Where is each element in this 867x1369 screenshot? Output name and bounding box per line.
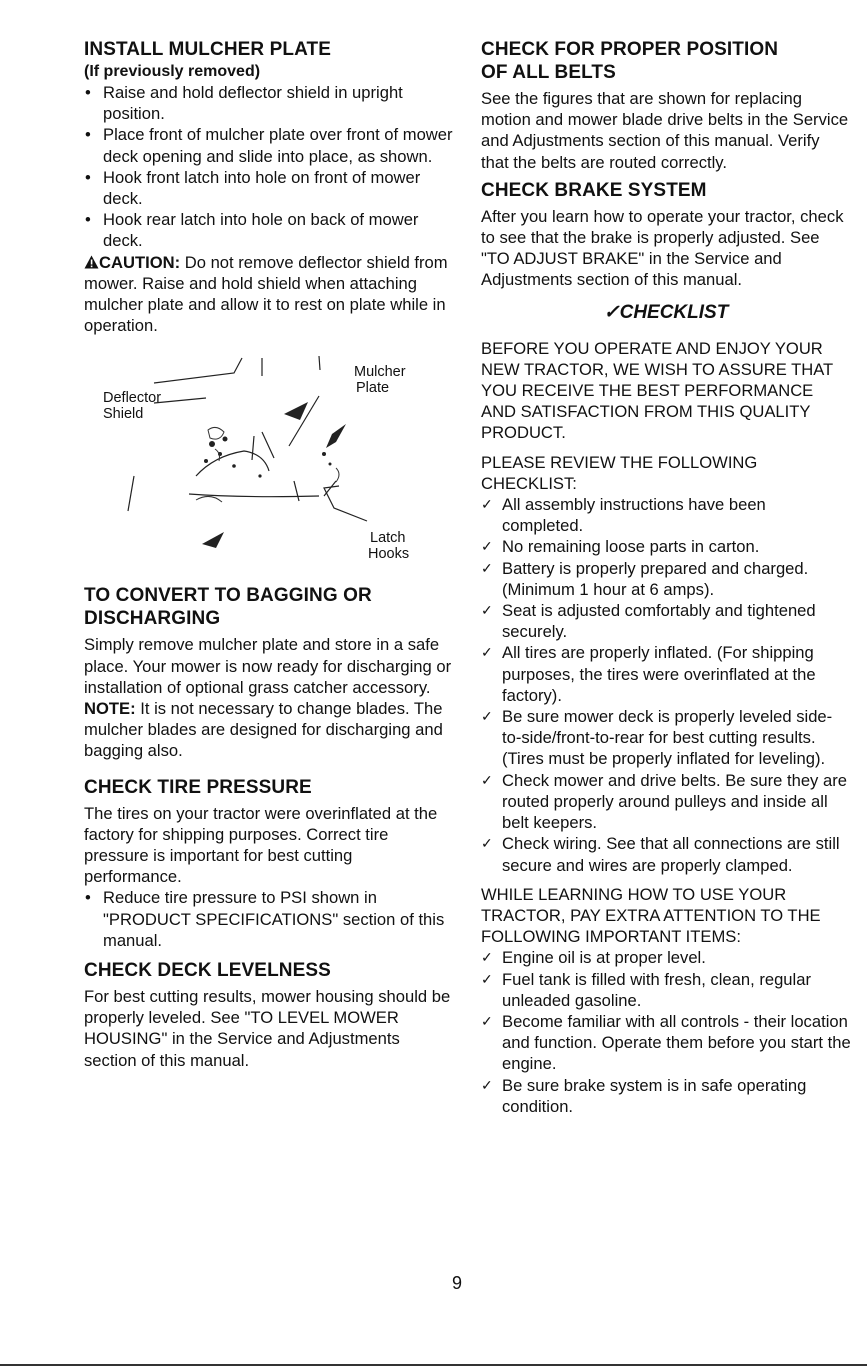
caution-text: Do not remove deflector shield from mower. Raise and hold shield when attaching mulcher plate and allow it to rest on plate while in operation.: [84, 252, 448, 336]
caution-paragraph: [84, 252, 454, 337]
review-checklist: [481, 494, 851, 876]
list-item: • Hook rear latch into hole on back of mower deck.: [84, 209, 454, 251]
latch-label-line2: Hooks: [368, 546, 410, 563]
mulcher-plate-figure: [84, 336, 454, 563]
latch-label-line1: Latch: [370, 530, 406, 547]
list-item: • Hook front latch into hole on front of mower deck.: [84, 167, 454, 209]
list-item: ✓ No remaining loose parts in carton.: [481, 536, 851, 557]
left-column: [84, 38, 454, 1071]
list-item: ✓ Battery is properly prepared and charged. (Minimum 1 hour at 6 amps).: [481, 558, 851, 600]
mulcher-label-line1: Mulcher: [354, 364, 406, 381]
note-paragraph: [84, 698, 454, 762]
tire-bullet-list: [84, 887, 454, 951]
deflector-label-line1: Deflector: [103, 390, 162, 407]
review-heading: PLEASE REVIEW THE FOLLOWING CHECKLIST:: [481, 452, 758, 493]
list-item: ✓ Check mower and drive belts. Be sure they are routed properly around pulleys and inside all belt keepers.: [481, 770, 851, 834]
belts-heading-line2: OF ALL BELTS: [481, 62, 616, 83]
list-item: ✓ Seat is adjusted comfortably and tightened securely.: [481, 600, 851, 642]
convert-heading-line1: TO CONVERT TO BAGGING OR: [84, 585, 372, 607]
belts-text: See the figures that are shown for replacing motion and mower blade drive belts in the Service and Adjustments section of this manual. Verify that the belts are routed correctly.: [481, 89, 849, 172]
convert-text: Simply remove mulcher plate and store in a safe place. Your mower is now ready for discharging or installation of optional grass catcher accessory.: [84, 635, 452, 697]
learning-heading: WHILE LEARNING HOW TO USE YOUR TRACTOR, PAY EXTRA ATTENTION TO THE FOLLOWING IMPORTANT ITEMS:: [481, 884, 821, 947]
belts-heading-line1: CHECK FOR PROPER POSITION: [481, 39, 779, 60]
list-item: ✓ All tires are properly inflated. (For shipping purposes, the tires were overinflated at the factory).: [481, 642, 851, 706]
list-item: ✓ All assembly instructions have been completed.: [481, 494, 851, 536]
deck-levelness-heading: CHECK DECK LEVELNESS: [84, 960, 331, 982]
list-item: ✓ Be sure mower deck is properly leveled side-to-side/front-to-rear for best cutting results. (Tires must be properly inflated for leveling).: [481, 706, 851, 770]
tire-pressure-text: The tires on your tractor were overinflated at the factory for shipping purposes. Correct tire pressure is important for best cutting performance.: [84, 803, 438, 887]
page-bottom-rule: [0, 1364, 867, 1366]
list-item: ✓ Check wiring. See that all connections are still secure and wires are properly clamped.: [481, 833, 851, 875]
caution-label: CAUTION:: [99, 252, 181, 272]
install-bullet-list: [84, 82, 454, 252]
note-text: It is not necessary to change blades. The mulcher blades are designed for discharging and bagging also.: [84, 699, 443, 761]
checkmark-icon: ✓: [603, 301, 620, 323]
page-number: 9: [452, 1273, 463, 1293]
convert-heading-line2: DISCHARGING: [84, 608, 221, 630]
install-mulcher-heading: INSTALL MULCHER PLATE: [84, 39, 331, 60]
list-item: ✓ Become familiar with all controls - their location and function. Operate them before you start the engine.: [481, 1011, 851, 1075]
list-item: ✓ Be sure brake system is in safe operating condition.: [481, 1075, 851, 1117]
learning-checklist: [481, 947, 851, 1117]
list-item: ✓ Fuel tank is filled with fresh, clean, regular unleaded gasoline.: [481, 969, 851, 1011]
warning-triangle-icon: [84, 253, 99, 272]
list-item: ✓ Engine oil is at proper level.: [481, 947, 851, 968]
right-column: [481, 38, 851, 1117]
list-item: • Raise and hold deflector shield in upright position.: [84, 82, 454, 124]
deflector-label-line2: Shield: [103, 406, 144, 423]
install-mulcher-subheading: (If previously removed): [84, 63, 261, 80]
deck-levelness-text: For best cutting results, mower housing should be properly leveled. See "TO LEVEL MOWER HOUSING" in the Service and Adjustments section of this manual.: [84, 987, 451, 1070]
brake-heading: CHECK BRAKE SYSTEM: [481, 179, 707, 201]
checklist-heading: [481, 301, 851, 324]
checklist-title-text: CHECKLIST: [619, 301, 729, 323]
tire-pressure-heading: CHECK TIRE PRESSURE: [84, 776, 312, 798]
list-item: • Reduce tire pressure to PSI shown in "PRODUCT SPECIFICATIONS" section of this manual.: [84, 887, 454, 951]
checklist-intro: BEFORE YOU OPERATE AND ENJOY YOUR NEW TRACTOR, WE WISH TO ASSURE THAT YOU RECEIVE THE BEST PERFORMANCE AND SATISFACTION FROM THIS QUALITY PRODUCT.: [481, 338, 833, 443]
note-label: NOTE:: [84, 699, 136, 719]
brake-text: After you learn how to operate your tractor, check to see that the brake is properly adjusted. See "TO ADJUST BRAKE" in the Service and Adjustments section of this manual.: [481, 206, 844, 290]
list-item: • Place front of mulcher plate over front of mower deck opening and slide into place, as shown.: [84, 124, 454, 166]
mulcher-label-line2: Plate: [356, 380, 390, 397]
